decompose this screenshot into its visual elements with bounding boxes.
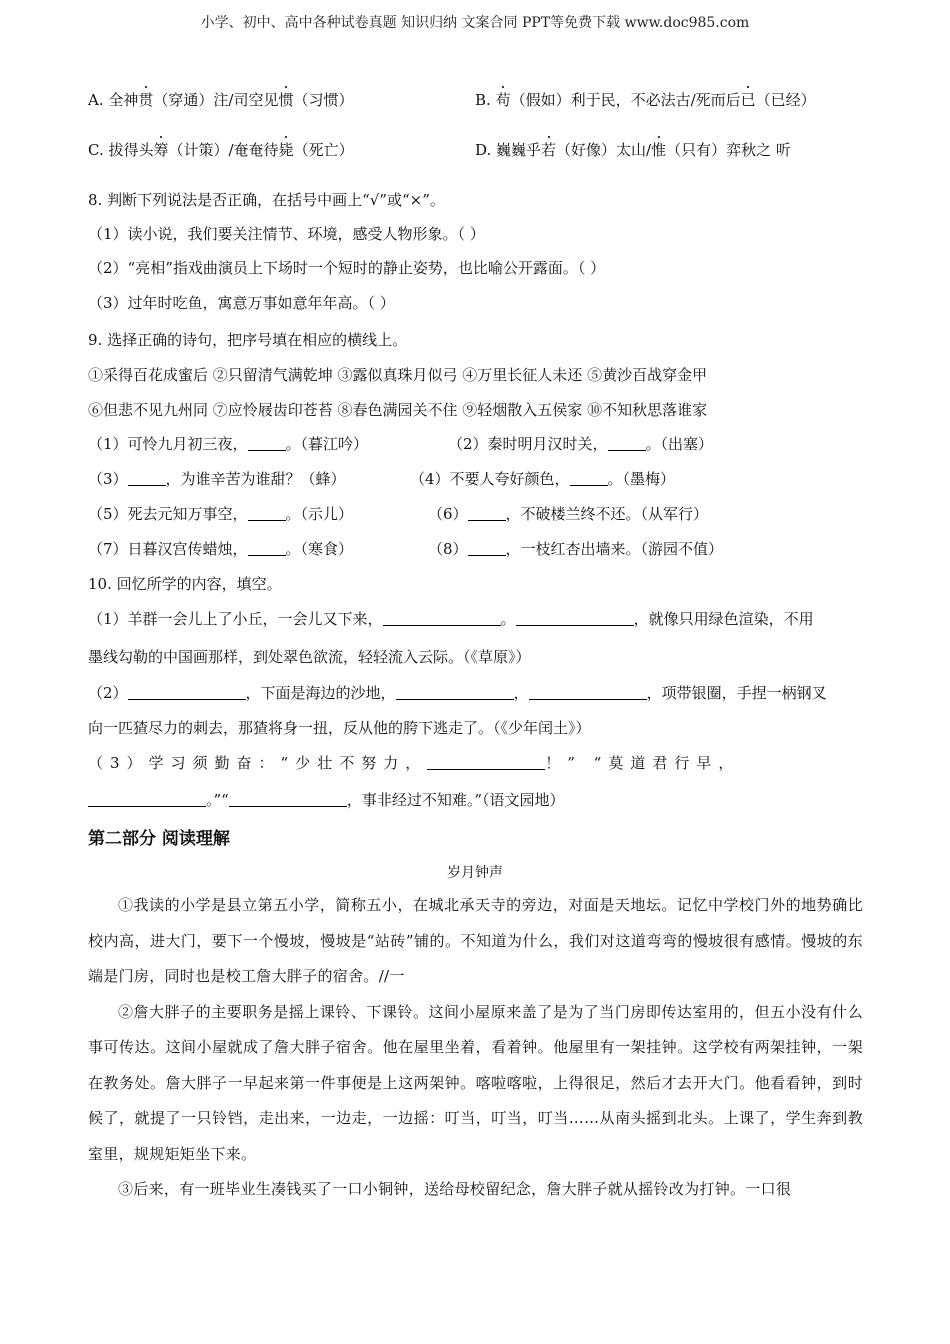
q9-line-2: （2）秦时明月汉时关， 。（出塞） [448,435,714,453]
q8-item-3: （3）过年时吃鱼，寓意万事如意年年高。（ ） [88,294,395,312]
q9-line-8: （8） ，一枝红杏出墙来。（游园不值） [428,540,724,558]
article-paragraph-3: ③后来，有一班毕业生凑钱买了一口小铜钟，送给母校留纪念，詹大胖子就从摇铃改为打钟。一口很 [118,1180,792,1198]
blank[interactable] [383,609,501,626]
blank[interactable] [608,434,646,451]
blank[interactable] [229,790,347,807]
blank[interactable] [529,683,647,700]
q9-line-4: （4）不要人夸好颜色， 。（墨梅） [410,470,676,488]
blank[interactable] [248,434,286,451]
q9-title: 9. 选择正确的诗句，把序号填在相应的横线上。 [88,331,408,349]
q10-part-2: （2） ，下面是海边的沙地， ， ，项带银圈，手捏一柄钢叉 [88,684,827,702]
blank[interactable] [396,683,514,700]
q10-title: 10. 回忆所学的内容，填空。 [88,575,282,593]
blank[interactable] [516,609,634,626]
article-body [88,888,863,1208]
q9-options-row-2: ⑥但悲不见九州同 ⑦应怜屐齿印苍苔 ⑧春色满园关不住 ⑨轻烟散入五侯家 ⑩不知秋思落谁家 [88,401,708,419]
article-paragraph-1: ①我读的小学是县立第五小学，简称五小，在城北承天寺的旁边，对面是天地坛。记忆中学校门外的地势确比校内高，进大门，要下一个慢坡，慢坡是“站砖”铺的。不知道为什么，我们对这道弯弯的慢坡很有感情。慢坡的东端是门房，同时也是校工詹大胖子的宿舍。//一 [88,896,863,985]
q9-line-3: （3） ，为谁辛苦为谁甜？（蜂） [88,470,346,488]
option-a: A. 全神贯（穿通）注/司空见惯（习惯） [88,91,354,109]
section-title: 第二部分 阅读理解 [88,829,230,849]
q10-part-1: （1）羊群一会儿上了小丘，一会儿又下来， 。 ，就像只用绿色渲染，不用 [88,610,814,628]
q10-part-3-cont: 。”“ ，事非经过不知难。”（语文园地） [88,790,565,810]
q10-part-3: （3）学习须勤奋：“少壮不努力， ！” “莫道君行早， [88,754,741,772]
blank[interactable] [570,469,608,486]
option-d: D. 巍巍乎若（好像）太山/惟（只有）弈秋之 听 [475,141,791,159]
q9-line-6: （6） ，不破楼兰终不还。（从军行） [428,505,709,523]
q8-title: 8. 判断下列说法是否正确，在括号中画上“√”或“×”。 [88,191,445,209]
article-title: 岁月钟声 [447,865,503,881]
blank[interactable] [128,469,166,486]
blank[interactable] [128,683,246,700]
article-paragraph-2: ②詹大胖子的主要职务是摇上课铃、下课铃。这间小屋原来盖了是为了当门房即传达室用的，但五小没有什么事可传达。这间小屋就成了詹大胖子宿舍。他在屋里坐着，看着钟。他屋里有一架挂钟。这学校有两架挂钟，一架在教务处。詹大胖子一早起来第一件事便是上这两架钟。喀啦喀啦，上得很足，然后才去开大门。他看看钟，到时候了，就提了一只铃铛，走出来，一边走，一边摇：叮当，叮当，叮当……从南头摇到北头。上课了，学生奔到教室里，规规矩矩坐下来。 [88,1002,863,1163]
blank[interactable] [427,753,545,770]
q10-part-1-cont: 墨线勾勒的中国画那样，到处翠色欲流，轻轻流入云际。（《草原》） [88,648,531,666]
blank[interactable] [248,504,286,521]
q9-line-5: （5）死去元知万事空， 。（示儿） [88,505,354,523]
q8-item-1: （1）读小说，我们要关注情节、环境，感受人物形象。（ ） [88,225,485,243]
q10-part-2-cont: 向一匹猹尽力的刺去，那猹将身一扭，反从他的胯下逃走了。（《少年闰土》） [88,719,591,737]
blank[interactable] [468,539,506,556]
page-header: 小学、初中、高中各种试卷真题 知识归纳 文案合同 PPT等免费下载 www.doc985.com [200,15,750,31]
q9-options-row-1: ①采得百花成蜜后 ②只留清气满乾坤 ③露似真珠月似弓 ④万里长征人未还 ⑤黄沙百战穿金甲 [88,366,708,384]
option-b: B. 苟（假如）利于民，不必法古/死而后已（已经） [475,91,816,109]
blank[interactable] [88,790,206,807]
blank[interactable] [248,539,286,556]
blank[interactable] [468,504,506,521]
q9-line-7: （7）日暮汉宫传蜡烛， 。（寒食） [88,540,354,558]
q9-line-1: （1）可怜九月初三夜， 。（暮江吟） [88,435,369,453]
option-c: C. 拔得头筹（计策）/奄奄待毙（死亡） [88,141,354,159]
q8-item-2: （2）“亮相”指戏曲演员上下场时一个短时的静止姿势，也比喻公开露面。（ ） [88,259,606,277]
